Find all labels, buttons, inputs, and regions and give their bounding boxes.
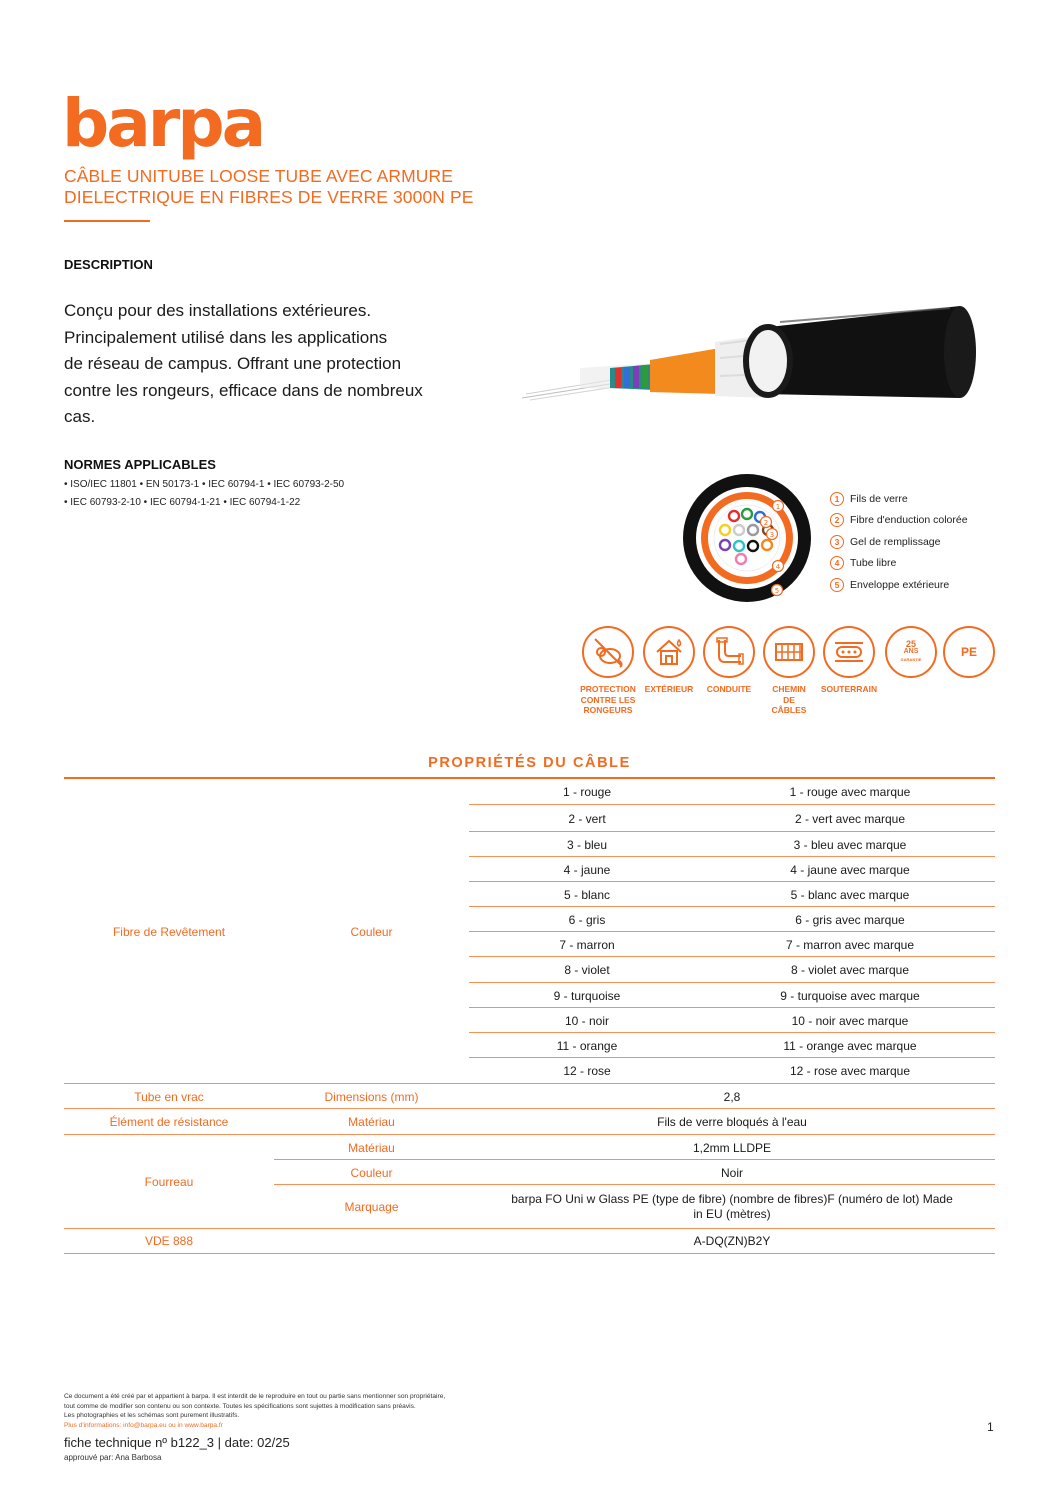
fiber-circle: [748, 525, 758, 535]
warranty-years: 25: [905, 639, 916, 649]
fiber-coating-label: Fibre de Revêtement: [112, 924, 226, 939]
norms-list: [64, 476, 344, 512]
app-rodent-protection: [576, 626, 640, 716]
cross-section-legend: [830, 488, 968, 596]
app-label: [697, 684, 761, 695]
fiber-circle: [734, 525, 744, 535]
loose-tube-label: Tube en vrac: [134, 1089, 204, 1104]
properties-title: PROPRIÉTÉS DU CÂBLE: [428, 755, 631, 771]
fiber-color-plain: 4 - jaune: [563, 862, 611, 877]
fiber-circle: [729, 511, 739, 521]
fiber-color-marked: 10 - noir avec marque: [791, 1013, 909, 1028]
vde-value: A-DQ(ZN)B2Y: [693, 1234, 771, 1248]
footer-disclaimer: [64, 1392, 445, 1430]
rodent-protection-icon: [582, 626, 634, 678]
page-number: 1: [987, 1420, 994, 1434]
fiber-color-plain: 5 - blanc: [563, 887, 611, 902]
svg-text:1: 1: [775, 503, 781, 511]
app-label-line: CHEMIN: [772, 684, 806, 694]
sheath-material-value: 1,2mm LLDPE: [692, 1140, 772, 1155]
fiber-color-plain: 9 - turquoise: [553, 988, 621, 1003]
fiber-color-plain: 2 - vert: [568, 811, 606, 826]
app-label: [637, 684, 701, 695]
fiber-circle: [742, 509, 752, 519]
legend-label: Enveloppe extérieure: [850, 578, 950, 591]
fiber-color-marked: 6 - gris avec marque: [795, 912, 905, 927]
app-cable-tray: [757, 626, 821, 716]
legend-number: 3: [830, 535, 844, 549]
fiber-color-plain: 8 - violet: [564, 963, 610, 977]
legend-label: Fils de verre: [850, 492, 908, 505]
conduit-pipe-icon: [703, 626, 755, 678]
sheath-material-param: Matériau: [348, 1140, 395, 1155]
product-title: [64, 166, 474, 208]
sheath-color-param: Couleur: [350, 1165, 393, 1180]
datasheet-reference: fiche technique nº b122_3 | date: 02/25: [64, 1435, 290, 1450]
legend-number: 4: [830, 556, 844, 570]
fiber-color-plain: 7 - marron: [559, 937, 615, 952]
app-underground: [817, 626, 881, 695]
description-heading: DESCRIPTION: [64, 257, 153, 272]
row-divider: [64, 1253, 995, 1254]
product-title-line-1: CÂBLE UNITUBE LOOSE TUBE AVEC ARMURE: [64, 166, 454, 186]
legend-item-outer-sheath: [830, 574, 968, 596]
vde-label: VDE 888: [144, 1234, 194, 1248]
fiber-circle: [720, 525, 730, 535]
legend-item-filling-gel: [830, 531, 968, 553]
fiber-color-marked: 9 - turquoise avec marque: [780, 988, 920, 1003]
fiber-color-marked: 1 - rouge avec marque: [789, 785, 911, 799]
legend-number: 2: [830, 513, 844, 527]
fiber-color-marked: 12 - rose avec marque: [789, 1063, 911, 1078]
sheath-color-value: Noir: [720, 1165, 743, 1180]
app-label-line: PROTECTION: [580, 684, 636, 694]
loose-tube-param: Dimensions (mm): [324, 1089, 419, 1104]
underground-icon: [823, 626, 875, 678]
fiber-color-marked: 7 - marron avec marque: [785, 937, 915, 952]
disclaimer-line: Ce document a été créé par et appartient à barpa. Il est interdit de le reproduire en tout ou partie sans mentionner son propriétaire,: [64, 1393, 446, 1400]
fiber-circle: [748, 541, 758, 551]
strength-member-value: Fils de verre bloqués à l'eau: [657, 1114, 807, 1129]
app-outdoor: [637, 626, 701, 695]
sheath-marking-line: in EU (mètres): [693, 1206, 771, 1221]
fiber-color-plain: 11 - orange: [556, 1038, 618, 1053]
norms-heading: NORMES APPLICABLES: [64, 457, 216, 472]
description-line: Principalement utilisé dans les applications: [64, 327, 388, 347]
fiber-color-label: Couleur: [350, 924, 393, 939]
fiber-color-plain: 1 - rouge: [562, 785, 612, 799]
svg-text:4: 4: [775, 563, 781, 571]
app-label-line: DE: [783, 694, 795, 705]
fiber-circle: [720, 540, 730, 550]
sheath-label: Fourreau: [144, 1174, 194, 1189]
description-line: contre les rongeurs, efficace dans de nombreux: [64, 380, 423, 400]
fiber-circle: [734, 541, 744, 551]
cross-section-diagram: [682, 472, 812, 604]
norms-line: • ISO/IEC 11801 • EN 50173-1 • IEC 60794-1 • IEC 60793-2-50: [64, 479, 345, 490]
contact-line[interactable]: Plus d'informations: info@barpa.eu ou in www.barpa.fr: [64, 1421, 223, 1429]
cable-illustration: [520, 298, 980, 408]
barpa-logo: [62, 96, 288, 166]
app-label-line: CONTRE LES: [580, 694, 636, 705]
sheath-marking-param: Marquage: [344, 1199, 399, 1214]
norms-line: • IEC 60793-2-10 • IEC 60794-1-21 • IEC 60794-1-22: [64, 497, 301, 508]
disclaimer-line: Les photographies et les schémas sont purement illustratifs.: [64, 1412, 240, 1419]
description-line: de réseau de campus. Offrant une protection: [64, 354, 402, 373]
legend-number: 5: [830, 578, 844, 592]
app-pe: [937, 626, 1001, 678]
app-conduit: [697, 626, 761, 695]
cable-tray-icon: [763, 626, 815, 678]
fiber-color-marked: 4 - jaune avec marque: [790, 862, 910, 877]
app-label: [817, 684, 881, 695]
pe-material-icon: [943, 626, 995, 678]
strength-member-param: Matériau: [348, 1114, 395, 1129]
fiber-color-plain: 12 - rose: [563, 1063, 611, 1078]
description-line: Conçu pour des installations extérieures.: [64, 301, 372, 320]
disclaimer-line: tout comme de modifier son contenu ou son contexte. Toutes les spécifications sont sujettes à modification sans préavis.: [64, 1402, 416, 1410]
cable-photo: [520, 298, 980, 413]
app-label-line: EXTÉRIEUR: [644, 684, 694, 694]
description-line: cas.: [64, 407, 96, 426]
svg-text:barpa: barpa: [62, 96, 264, 162]
legend-item-loose-tube: [830, 553, 968, 575]
legend-number: 1: [830, 492, 844, 506]
app-warranty: [879, 626, 943, 678]
app-label-line: SOUTERRAIN: [820, 684, 878, 694]
legend-label: Tube libre: [850, 557, 897, 570]
warranty-unit: ANS: [903, 648, 919, 655]
warranty-label: GARANTIE: [900, 657, 922, 662]
app-label-line: CONDUITE: [706, 684, 752, 694]
sheath-marking-line: barpa FO Uni w Glass PE (type de fibre) (nombre de fibres)F (numéro de lot) Made: [511, 1191, 953, 1206]
svg-text:2: 2: [763, 519, 769, 527]
sheath-marking-value: [469, 1185, 995, 1228]
legend-item-glass-yarn: [830, 488, 968, 510]
app-label: [576, 684, 640, 716]
svg-text:5: 5: [774, 587, 780, 595]
app-label-line: RONGEURS: [583, 705, 633, 715]
pe-label: PE: [960, 645, 977, 659]
fiber-color-marked: 11 - orange avec marque: [783, 1038, 917, 1053]
product-title-line-2: DIELECTRIQUE EN FIBRES DE VERRE 3000N PE: [64, 187, 474, 207]
strength-member-label: Élément de résistance: [109, 1114, 229, 1129]
legend-label: Fibre d'enduction colorée: [850, 514, 968, 527]
app-label-line: CÂBLES: [771, 705, 807, 715]
legend-label: Gel de remplissage: [850, 535, 941, 548]
fiber-color-marked: 5 - blanc avec marque: [790, 887, 910, 902]
fiber-color-marked: 3 - bleu avec marque: [793, 837, 907, 852]
fiber-color-plain: 10 - noir: [564, 1013, 610, 1028]
barpa-logo-mark: [62, 96, 288, 166]
title-divider: [64, 220, 150, 222]
warranty-badge-icon: [885, 626, 937, 678]
outdoor-house-icon: [643, 626, 695, 678]
fiber-color-marked: 2 - vert avec marque: [794, 811, 906, 826]
fiber-circle: [762, 540, 772, 550]
fiber-color-plain: 3 - bleu: [566, 837, 608, 852]
legend-item-colored-fiber: [830, 510, 968, 532]
approved-by: approuvé par: Ana Barbosa: [64, 1453, 162, 1462]
description-text: [64, 298, 484, 431]
fiber-color-marked: 8 - violet avec marque: [790, 963, 910, 977]
cable-cross-section: [682, 472, 812, 609]
fiber-color-plain: 6 - gris: [568, 912, 606, 927]
loose-tube-value: 2,8: [723, 1089, 741, 1104]
fiber-circle: [736, 554, 746, 564]
svg-text:3: 3: [769, 531, 775, 539]
app-label: [757, 684, 821, 716]
